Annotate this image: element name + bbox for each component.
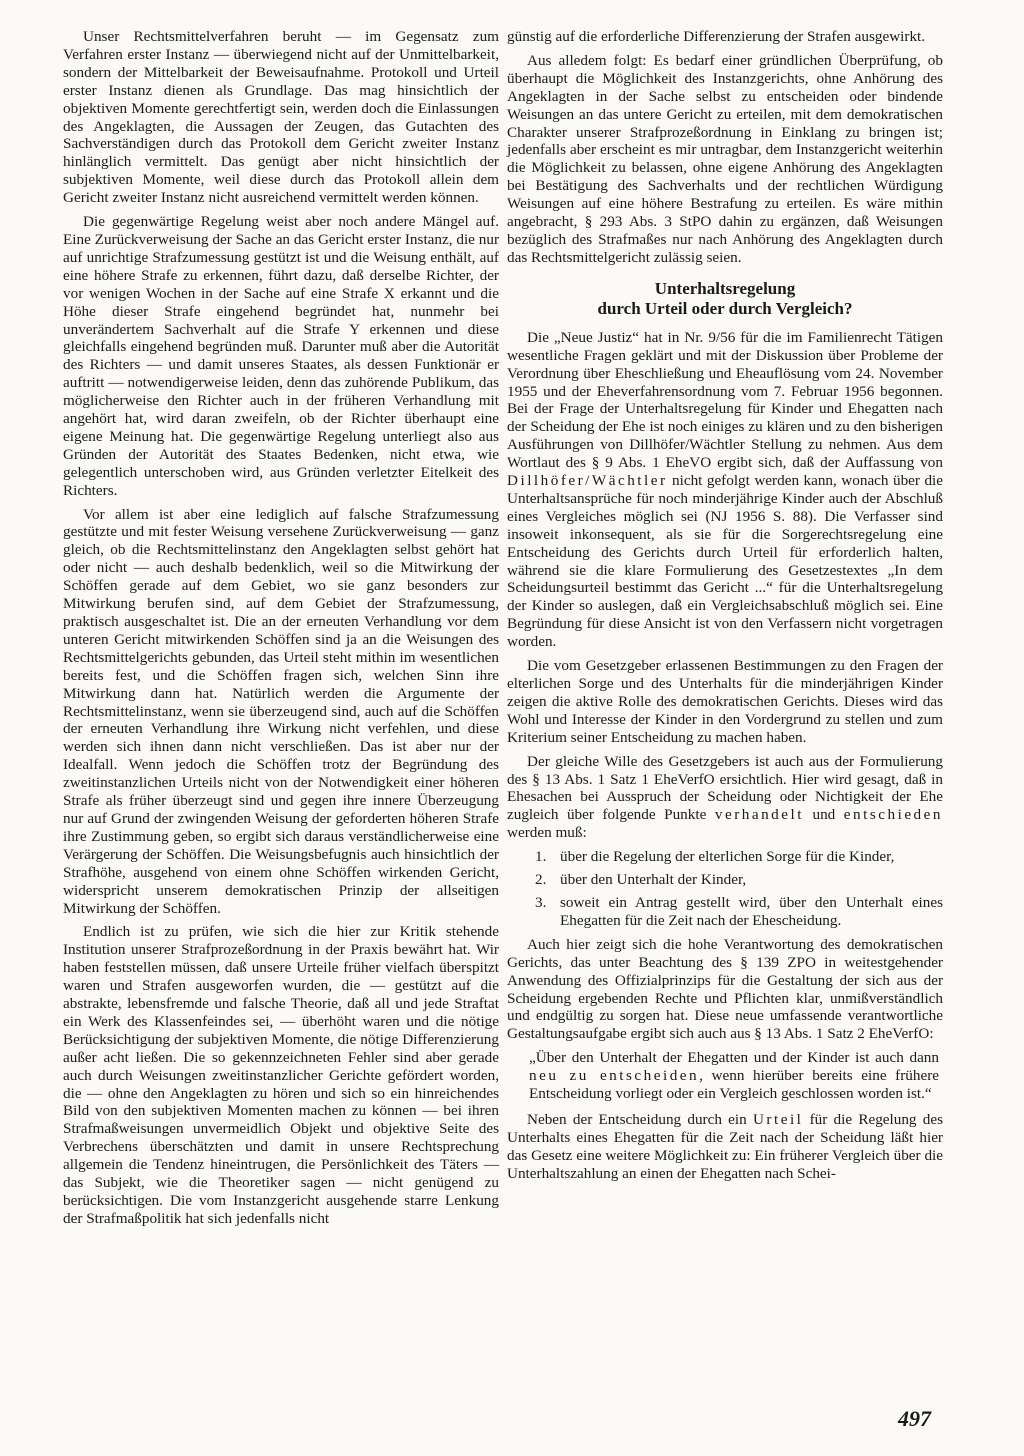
paragraph: Auch hier zeigt sich die hohe Verantwortung des demokratischen Gerichts, das unter Beachtung des § 139 ZPO in weitestgehender Anwendung des Offizialprinzips für die Gestaltung der sich aus der Scheidung ergebenden Rechte und Pflichten klar, unmißverständlich und endgültig zu sorgen hat. Diese neue umfassende verantwortliche Gestaltungsaufgabe ergibt sich auch aus § 13 Abs. 1 Satz 2 EheVerfO:	[507, 935, 943, 1043]
paragraph	[507, 1111, 943, 1183]
spaced-phrase: neu zu entscheiden	[529, 1067, 700, 1085]
block-quote	[529, 1049, 939, 1103]
list-item	[507, 894, 943, 930]
section-heading-line: Unterhaltsregelung	[654, 278, 796, 298]
paragraph: Unser Rechtsmittelverfahren beruht — im Gegensatz zum Verfahren erster Instanz — überwiegend nicht auf der Unmittelbarkeit, sondern der Mittelbarkeit der Beweisaufnahme. Protokoll und Urteil erster Instanz dienen als Grundlage. Das mag hinsichtlich der objektiven Momente gerechtfertigt sein, werden doch die Einlassungen des Angeklagten, die Aussagen der Zeugen, das Gutachten des Sachverständigen durch das Protokoll dem Gericht zweiter Instanz hinlänglich vermittelt. Das genügt aber nicht hinsichtlich der subjektiven Momente, weil diese durch das Protokoll allein dem Gericht zweiter Instanz nicht ausreichend vermittelt werden können.	[63, 28, 499, 207]
section-heading	[507, 279, 943, 319]
spaced-word: entschieden	[843, 806, 943, 824]
text-run: „Über den Unterhalt der Ehegatten und der Kinder ist auch dann	[529, 1049, 939, 1067]
text-run: werden muß:	[507, 824, 587, 842]
paragraph: günstig auf die erforderliche Differenzierung der Strafen ausgewirkt.	[507, 28, 926, 45]
list-number: 2.	[535, 871, 547, 889]
paragraph: Die vom Gesetzgeber erlassenen Bestimmungen zu den Fragen der elterlichen Sorge und des Unterhalts für die minderjährigen Kinder zeigen die aktive Rolle des demokratischen Gerichts. Dieses wird das Wohl und Interesse der Kinder in den Vordergrund zu stellen und zum Kriterium seiner Entscheidung zu machen haben.	[507, 657, 943, 746]
list-text: soweit ein Antrag gestellt wird, über den Unterhalt eines Ehegatten für die Zeit nach der Ehescheidung.	[560, 893, 943, 929]
paragraph: Endlich ist zu prüfen, wie sich die hier zur Kritik stehende Institution unserer Strafprozeßordnung in der Praxis bewährt hat. Wir haben feststellen müssen, daß unsere Urteile früher vielfach überspitzt waren und Strafen ausgeworfen wurden, die — gestützt auf die abstrakte, lebensfremde und falsche Theorie, daß all und jede Straftat ein Werk des Klassenfeindes sei, — überhöht waren und die nötige Berücksichtigung der subjektiven Momente, die nötige Differenzierung außer acht ließen. Die so gekennzeichneten Fehler sind aber gerade auch durch Weisungen zweitinstanzlicher Gerichte gefördert worden, die — ohne den Angeklagten zu hören und sich so ein hinreichendes Bild von den subjektiven Momenten machen zu können — bei ihren Strafmaßweisungen unvermeidlich Objekt und objektive Seite des Verbrechens überschätzten und damit in unsere Rechtsprechung allgemein die Tendenz hineintrugen, die Persönlichkeit des Täters — das Subjekt, wie die Theoretiker sagen — nicht genügend zu berücksichtigen. Die vom Instanzgericht ausgehende starre Lenkung der Strafmaßpolitik hat sich jedenfalls nicht	[63, 923, 499, 1227]
list-item	[507, 871, 943, 889]
list-number: 1.	[535, 848, 547, 866]
paragraph: Aus alledem folgt: Es bedarf einer gründlichen Überprüfung, ob überhaupt die Möglichkeit des Instanzgerichts, ohne Anhörung des Angeklagten in der Sache selbst zu entscheiden oder bindende Weisungen an das untere Gericht zu erteilen, mit dem demokratischen Charakter unserer Strafprozeßordnung in Einklang zu bringen ist; jedenfalls aber erscheint es mir untragbar, dem Instanzgericht weiterhin die Möglichkeit zu belassen, ohne eigene Anhörung des Angeklagten bei Bestätigung des Sachverhalts und der rechtlichen Würdigung Weisungen auf eine höhere Bestrafung zu erteilen. Es wäre mithin angebracht, § 293 Abs. 3 StPO dahin zu ergänzen, daß Weisungen bezüglich des Strafmaßes nur nach Anhörung des Angeklagten durch das Rechtsmittelgericht zulässig seien.	[507, 51, 943, 266]
text-run: Neben der Entscheidung durch ein	[527, 1110, 753, 1128]
paragraph	[507, 753, 943, 843]
text-run: , wenn hierüber bereits eine frühere Entscheidung vorliegt oder ein Vergleich geschlossen worden ist.“	[529, 1067, 939, 1103]
text-run: und	[803, 806, 844, 824]
spaced-names: Dillhöfer/Wächtler	[507, 472, 668, 490]
quote-text	[529, 1049, 939, 1103]
text-run: für die Regelung des Unterhalts eines Ehegatten für die Zeit nach der Scheidung läßt hier das Gesetz eine weitere Möglichkeit zu: Ein früherer Vergleich über die Unterhaltszahlung an einen der Ehegatten nach Schei-	[507, 1110, 943, 1182]
spaced-word: Urteil	[752, 1110, 804, 1128]
paragraph: Die gegenwärtige Regelung weist aber noch andere Mängel auf. Eine Zurückverweisung der Sache an das Gericht erster Instanz, die nur auf unrichtige Strafzumessung gestützt ist und die Weisung enthält, auf eine höhere Strafe zu erkennen, führt dazu, daß derselbe Richter, der vor wenigen Wochen in der Sache auf eine Strafe X erkannt und die Höhe dieser Strafe eingehend begründet hat, nunmehr bei unverändertem Sachverhalt auf die Strafe Y erkennen und diese gleichfalls eingehend begründen muß. Darunter muß aber die Autorität des Richters — und damit unseres Staates, als dessen Funktionär er auftritt — notwendigerweise leiden, denn das zuhörende Publikum, das möglicherweise den Richter auch in der früheren Verhandlung mit angehört hat, wird daran zweifeln, ob der Richter überhaupt eine eigene Meinung hat. Die gegenwärtige Regelung unterliegt also aus Gründen der Autorität des Staates Bedenken, nicht etwa, wie gelegentlich unterschoben wird, aus Gründen verletzter Eitelkeit des Richters.	[63, 213, 499, 499]
left-column	[63, 28, 499, 1234]
spaced-word: verhandelt	[714, 806, 804, 824]
text-run: Die „Neue Justiz“ hat in Nr. 9/56 für die im Familienrecht Tätigen wesentliche Fragen geklärt und mit der Diskussion über Probleme der Verordnung über Eheschließung und Eheauflösung vom 24. November 1955 und der Eheverfahrensordnung vom 7. Februar 1956 begonnen. Bei der Frage der Unterhaltsregelung für Kinder und Ehegatten nach der Scheidung der Ehe ist noch einiges zu klären und zu den bisherigen Ausführungen von Dillhöfer/Wächtler Stellung zu nehmen. Aus dem Wortlaut des § 9 Abs. 1 EheVO ergibt sich, daß der Auffassung von	[507, 328, 943, 472]
text-run: nicht gefolgt werden kann, wonach über die Unterhaltsansprüche für noch minderjährige Kinder auch der Abschluß eines Vergleiches möglich sei (NJ 1956 S. 88). Die Verfasser sind insoweit inkonsequent, als sie für die Sorgerechtsregelung eine Entscheidung des Gerichts durch Urteil für erforderlich halten, während sie die klare Formulierung des Gesetzestextes „In dem Scheidungsurteil bestimmt das Gericht ...“ für die Unterhaltsregelung der Kinder so auslegen, daß ein Vergleichsabschluß möglich sei. Eine Begründung für diese Ansicht ist von den Verfassern nicht vorgetragen worden.	[507, 472, 943, 651]
list-number: 3.	[535, 893, 547, 911]
list-text: über die Regelung der elterlichen Sorge für die Kinder,	[560, 848, 895, 866]
list-item	[507, 848, 943, 866]
page-number: 497	[898, 1406, 931, 1431]
right-column	[507, 28, 943, 1189]
paragraph: Vor allem ist aber eine lediglich auf falsche Strafzumessung gestützte und mit fester Weisung versehene Zurückverweisung — ganz gleich, ob die Rechtsmittelinstanz den Angeklagten selbst gehört hat oder nicht — auch deshalb bedenklich, weil so die Mitwirkung der Schöffen gerade auf dem Gebiet, wo sie ganz besonders zur Mitwirkung berufen sind, auf dem Gebiet der Strafzumessung, praktisch ausgeschaltet ist. Die an der erneuten Verhandlung vor dem unteren Gericht mitwirkenden Schöffen sind ja an die Weisungen des Rechtsmittelgerichts gebunden, das Urteil steht mithin im wesentlichen bereits fest, und die Schöffen fragen sich, welchen Sinn ihre Mitwirkung dann hat. Natürlich werden die Argumente der Rechtsmittelinstanz, wenn sie überzeugend sind, auch auf die Schöffen der erneuten Verhandlung ihre Wirkung nicht verfehlen, und diese werden sich ihnen dann nicht verschließen. Das ist aber nur der Idealfall. Wenn jedoch die Schöffen trotz der Begründung des zweitinstanzlichen Urteils nicht von der Notwendigkeit einer höheren Strafe als früher überzeugt sind und gegen ihre innere Überzeugung nur auf Grund der zwingenden Weisung der geforderten höheren Strafe ihre Zustimmung geben, so ergibt sich daraus verständlicherweise eine Verärgerung der Schöffen. Die Weisungsbefugnis auch hinsichtlich der Strafhöhe, ausgehend von einem ohne Schöffen wirkenden Gericht, widerspricht unserem demokratischen Prinzip der allseitigen Mitwirkung der Schöffen.	[63, 505, 499, 917]
text-run: Der gleiche Wille des Gesetzgebers ist auch aus der Formulierung des § 13 Abs. 1 Satz 1 EheVerfO ersichtlich. Hier wird gesagt, daß in Ehesachen bei Ausspruch der Scheidung oder Nichtigkeit der Ehe zugleich über folgende Punkte	[507, 752, 943, 824]
list-text: über den Unterhalt der Kinder,	[560, 871, 747, 889]
paragraph	[507, 329, 943, 651]
numbered-list	[507, 848, 943, 930]
section-heading-line: durch Urteil oder durch Vergleich?	[597, 298, 853, 318]
